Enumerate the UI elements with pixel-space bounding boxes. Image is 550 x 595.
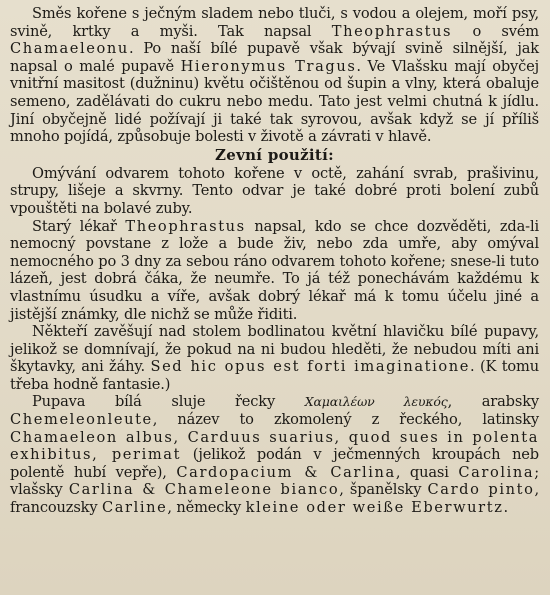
spanish-name: Cardo pinto xyxy=(427,481,535,499)
section-heading: Zevní použití: xyxy=(214,145,334,164)
arabic-name: Chemeleonleute xyxy=(10,411,153,429)
text-segment: , quasi xyxy=(395,463,459,481)
author-name: Theophrastus xyxy=(125,217,246,235)
text-segment: Pupava bílá sluje řecky xyxy=(32,393,305,411)
greek-name: Χαμαιλέων λευκός xyxy=(304,394,448,410)
text-segment: , španělsky xyxy=(339,481,428,499)
author-name: Theophrastus xyxy=(331,22,453,40)
text-segment: , německy xyxy=(167,499,246,517)
text-segment: . xyxy=(503,499,508,517)
text-segment: ; vlašsky xyxy=(10,463,539,499)
text-segment: Směs kořene s ječným sladem nebo tluči, s vodou a olejem, moří psy, svině, krtky a myši. Tak napsal xyxy=(10,5,539,40)
plant-name: Chamaeleonu xyxy=(10,40,129,58)
text-segment: , arabsky xyxy=(447,393,539,411)
author-name: Hieronymus Tragus xyxy=(180,57,357,75)
text-segment: Starý lékař xyxy=(32,217,126,235)
text-segment: napsal, kdo se chce dozvěděti, zda-li nemocný povstane z lože a bude živ, nebo zda umře, aby omýval nemocného po 3 dny za sebou ráno odvarem tohoto kořene; snese-li tuto lázeň, jest dobrá čáka, že neumře. To já též ponechávám každému k vlastnímu úsudku a víře, avšak dobrý lékař má k tomu účelu jiné a jistější známky, dle nichž se může řiditi. xyxy=(10,217,539,323)
paragraph-poison-use xyxy=(10,5,539,146)
latin-name: Carolina xyxy=(458,463,535,481)
german-name: kleine oder weiße Eberwurtz xyxy=(245,499,504,517)
latin-name: Cardopacium & Carlina xyxy=(176,463,396,481)
text-segment: o svém xyxy=(452,22,539,40)
text-segment: , název to zkomolený z řeckého, latinsky xyxy=(152,411,539,429)
text-segment: (jelikož podán v ječmenných kroupách neb polentě hubí vepře), xyxy=(10,446,539,481)
paragraph-wash: Omývání odvarem tohoto kořene v octě, zahání svrab, prašivinu, strupy, lišeje a skvrny. Tento odvar je také dobré proti bolení zubů vpouštěti na bolavé zuby. xyxy=(10,164,539,217)
text-segment: , francouzsky xyxy=(10,481,539,517)
text-segment: . (K tomu třeba hodně fantasie.) xyxy=(10,358,539,393)
text-segment: . Ve Vlašsku mají obyčej vnitřní masitost (dužninu) květu očištěnou od šupin a vlny, která obaluje semeno, zadělávati do cukru nebo medu. Tato jest velmi chutná k jídlu. Jiní obyčejně lidé požívají ji také tak syrovou, avšak když se jí příliš mnoho pojídá, způsobuje bolesti v životě a závrati v hlavě. xyxy=(10,57,540,146)
paragraph-hiccups xyxy=(10,323,539,393)
paragraph-names xyxy=(10,393,539,516)
french-name: Carline xyxy=(101,499,168,517)
latin-name: Chamaeleon albus, Carduus suarius, quod sues in polenta exhibitus, perimat xyxy=(10,428,539,464)
text-segment: Někteří zavěšují nad stolem bodlinatou květní hlavičku bílé pupavy, jelikož se domnívají, že pokud na ni budou hleděti, že nebudou míti ani škytavky, ani žáhy. xyxy=(10,323,539,376)
italian-name: Carlina & Chameleone bianco xyxy=(68,481,340,499)
paragraph-theophrastus xyxy=(10,218,539,324)
text-segment: . Po naší bílé pupavě však bývají svině silnější, jak napsal o malé pupavě xyxy=(10,40,539,75)
latin-quote: Sed hic opus est forti imaginatione xyxy=(150,358,471,376)
